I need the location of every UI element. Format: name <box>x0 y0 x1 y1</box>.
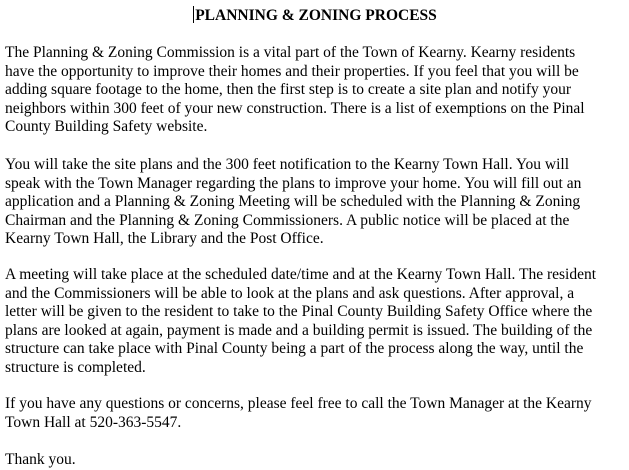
text-line: structure can take place with Pinal County being a part of the process along the way, until the <box>5 340 584 358</box>
text-line: Chairman and the Planning & Zoning Commissioners. A public notice will be placed at the <box>5 211 570 229</box>
text-line: The Planning & Zoning Commission is a vital part of the Town of Kearny. Kearny residents <box>5 44 576 61</box>
text-line: Town Hall at 520-363-5547. <box>5 413 182 431</box>
text-line: If you have any questions or concerns, please feel free to call the Town Manager at the Kearny <box>5 395 592 412</box>
text-line: adding square footage to the home, then the first step is to create a site plan and notify your <box>5 81 572 99</box>
text-line: neighbors within 300 feet of your new construction. There is a list of exemptions on the Pinal <box>5 99 585 117</box>
document-title-text: PLANNING & ZONING PROCESS <box>195 7 437 24</box>
paragraph-meeting <box>5 266 627 378</box>
text-line: Kearny Town Hall, the Library and the Post Office. <box>5 230 324 248</box>
paragraph-contact <box>5 395 627 432</box>
paragraph-intro <box>5 44 627 137</box>
text-line: County Building Safety website. <box>5 118 208 136</box>
text-line: A meeting will take place at the scheduled date/time and at the Kearny Town Hall. The resident <box>5 266 597 283</box>
text-line: have the opportunity to improve their homes and their properties. If you feel that you will be <box>5 62 579 80</box>
text-line: plans are looked at again, payment is made and a building permit is issued. The building of the <box>5 321 593 339</box>
paragraph-closing <box>5 451 627 470</box>
text-line: application and a Planning & Zoning Meeting will be scheduled with the Planning & Zoning <box>5 193 581 211</box>
text-line: Thank you. <box>5 451 76 468</box>
text-line: structure is completed. <box>5 358 146 376</box>
text-line: letter will be given to the resident to take to the Pinal County Building Safety Office where the <box>5 303 593 321</box>
document-title <box>5 6 625 25</box>
text-line: speak with the Town Manager regarding the plans to improve your home. You will fill out an <box>5 174 582 192</box>
text-line: You will take the site plans and the 300 feet notification to the Kearny Town Hall. You will <box>5 156 570 173</box>
paragraph-town-hall <box>5 156 627 249</box>
text-line: and the Commissioners will be able to look at the plans and ask questions. After approval, a <box>5 284 575 302</box>
